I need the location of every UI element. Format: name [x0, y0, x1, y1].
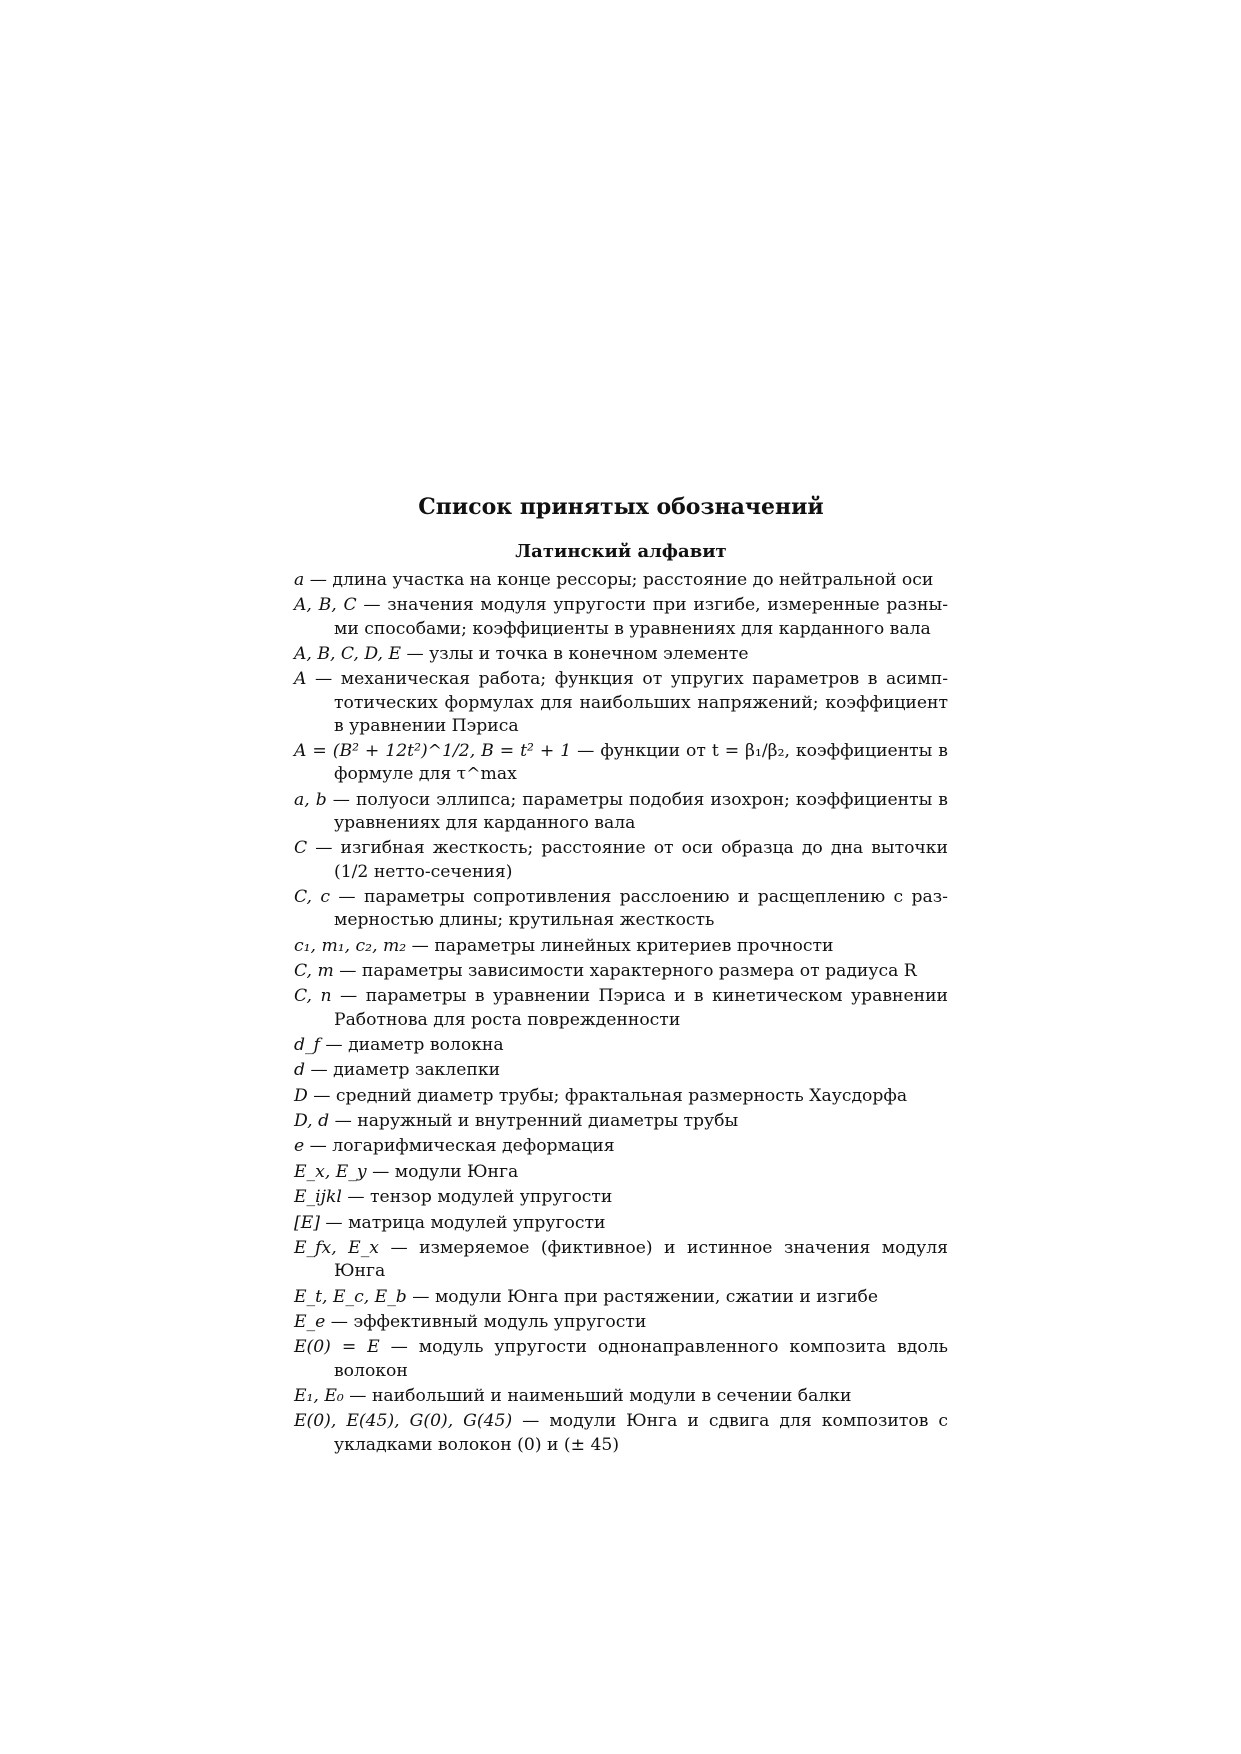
- notation-symbol: E(0), E(45), G(0), G(45): [294, 1411, 513, 1432]
- notation-entry: [294, 740, 948, 786]
- notation-symbol: A, B, C: [294, 595, 357, 616]
- notation-entry: [294, 1336, 948, 1382]
- notation-symbol: E₁, E₀: [294, 1386, 344, 1407]
- notation-definition: параметры линейных критериев прочности: [434, 935, 834, 956]
- document-page: [294, 493, 948, 1459]
- notation-definition: модули Юнга при растяжении, сжатии и изгибе: [434, 1286, 879, 1307]
- notation-entry: [294, 1161, 948, 1184]
- notation-entry: [294, 1085, 948, 1108]
- notation-symbol: [E]: [294, 1212, 320, 1233]
- notation-symbol: E_x, E_y: [294, 1161, 367, 1182]
- dash-separator: —: [330, 886, 364, 907]
- dash-separator: —: [305, 1060, 334, 1081]
- notation-symbol: A = (B² + 12t²)^1/2, B = t² + 1: [294, 741, 572, 762]
- notation-definition: модули Юнга: [394, 1161, 519, 1182]
- dash-separator: —: [325, 1312, 354, 1333]
- notation-definition: модуль упругости однонаправленного композита вдоль волокон: [334, 1337, 948, 1381]
- dash-separator: —: [319, 1212, 349, 1233]
- notation-symbol: d_f: [294, 1034, 320, 1055]
- notation-entry: [294, 960, 948, 983]
- notation-symbol: D: [294, 1085, 308, 1106]
- notation-symbol: a, b: [294, 789, 327, 810]
- notation-entry: [294, 1410, 948, 1456]
- dash-separator: —: [307, 1085, 336, 1106]
- notation-symbol: A: [294, 669, 307, 690]
- dash-separator: —: [406, 935, 435, 956]
- notation-definition: измеряемое (фиктивное) и истинное значения модуля Юнга: [334, 1238, 948, 1282]
- dash-separator: —: [341, 1187, 371, 1208]
- notation-symbol: A, B, C, D, E: [294, 643, 402, 664]
- dash-separator: —: [319, 1034, 349, 1055]
- notation-definition: узлы и точка в конечном элементе: [429, 643, 749, 664]
- notation-symbol: E_ijkl: [294, 1187, 342, 1208]
- notation-symbol: a: [294, 570, 305, 590]
- notation-definition: диаметр заклепки: [333, 1060, 501, 1081]
- notation-entry: [294, 1186, 948, 1209]
- dash-separator: —: [304, 1136, 333, 1157]
- notation-entry: [294, 668, 948, 738]
- dash-separator: —: [378, 1238, 420, 1259]
- notation-definition: матрица модулей упругости: [348, 1212, 606, 1233]
- notation-entry: [294, 985, 948, 1031]
- dash-separator: —: [356, 595, 388, 616]
- notation-symbol: C, c: [294, 886, 331, 907]
- dash-separator: —: [401, 643, 430, 664]
- notation-symbol: C, m: [294, 960, 334, 981]
- notation-definition: параметры зависимости характерного размера от радиуса R: [361, 960, 917, 981]
- dash-separator: —: [306, 669, 341, 690]
- notation-symbol: c₁, m₁, c₂, m₂: [294, 935, 407, 956]
- notation-entry: [294, 1237, 948, 1283]
- notation-definition: наружный и внутренний диаметры трубы: [357, 1111, 739, 1132]
- notation-entry: [294, 643, 948, 666]
- notation-entry: [294, 1286, 948, 1309]
- notation-list: [294, 569, 948, 1457]
- dash-separator: —: [343, 1386, 372, 1407]
- notation-definition: модули Юнга и сдвига для композитов с укладками волокон (0) и (± 45): [334, 1411, 948, 1455]
- notation-symbol: E_fx, E_x: [294, 1238, 379, 1259]
- notation-definition: длина участка на конце рессоры; расстояние до нейтральной оси: [332, 570, 934, 590]
- notation-symbol: E_t, E_c, E_b: [294, 1286, 407, 1307]
- notation-symbol: C, n: [294, 986, 332, 1007]
- dash-separator: —: [329, 1111, 358, 1132]
- notation-definition: функции от t = β₁/β₂, коэффициенты в формуле для τ^max: [334, 741, 948, 785]
- dash-separator: —: [326, 789, 356, 810]
- dash-separator: —: [571, 741, 601, 762]
- notation-entry: [294, 594, 948, 640]
- notation-symbol: E(0) = E: [294, 1337, 380, 1358]
- notation-symbol: e: [294, 1136, 305, 1157]
- notation-definition: механическая работа; функция от упругих параметров в асимптотических формулах для наибольших напряжений; коэффициент в уравнении Пэриса: [334, 669, 948, 736]
- notation-definition: средний диаметр трубы; фрактальная размерность Хаусдорфа: [335, 1085, 908, 1106]
- notation-entry: [294, 1135, 948, 1158]
- dash-separator: —: [366, 1161, 395, 1182]
- notation-definition: изгибная жесткость; расстояние от оси образца до дна выточки (1/2 нетто-сечения): [334, 838, 948, 882]
- dash-separator: —: [307, 838, 341, 859]
- notation-entry: [294, 935, 948, 958]
- notation-definition: эффективный модуль упругости: [353, 1312, 647, 1333]
- notation-entry: [294, 886, 948, 932]
- notation-entry: [294, 1034, 948, 1057]
- dash-separator: —: [333, 960, 362, 981]
- notation-symbol: C: [294, 838, 308, 859]
- dash-separator: —: [406, 1286, 435, 1307]
- notation-entry: [294, 1110, 948, 1133]
- notation-definition: наибольший и наименьший модули в сечении балки: [371, 1386, 852, 1407]
- dash-separator: —: [331, 986, 366, 1007]
- notation-symbol: d: [294, 1060, 306, 1081]
- notation-definition: значения модуля упругости при изгибе, измеренные разными способами; коэффициенты в уравнениях для карданного вала: [334, 595, 948, 639]
- notation-definition: диаметр волокна: [348, 1034, 504, 1055]
- notation-definition: параметры в уравнении Пэриса и в кинетическом уравнении Работнова для роста поврежденности: [334, 986, 948, 1030]
- section-subtitle: Латинский алфавит: [515, 541, 727, 562]
- notation-entry: [294, 1311, 948, 1334]
- notation-entry: [294, 569, 948, 592]
- notation-definition: логарифмическая деформация: [332, 1136, 615, 1157]
- page-title: Список принятых обозначений: [418, 494, 824, 520]
- notation-entry: [294, 1212, 948, 1235]
- dash-separator: —: [512, 1411, 550, 1432]
- dash-separator: —: [304, 570, 333, 590]
- notation-definition: полуоси эллипса; параметры подобия изохрон; коэффициенты в уравнениях для карданного вала: [334, 789, 948, 833]
- notation-entry: [294, 837, 948, 883]
- notation-entry: [294, 1385, 948, 1408]
- notation-definition: тензор модулей упругости: [370, 1187, 613, 1208]
- notation-entry: [294, 1059, 948, 1082]
- dash-separator: —: [379, 1337, 419, 1358]
- notation-symbol: D, d: [294, 1111, 330, 1132]
- notation-definition: параметры сопротивления расслоению и расщеплению с размерностью длины; крутильная жесткость: [334, 886, 948, 931]
- notation-symbol: E_e: [294, 1312, 326, 1333]
- notation-entry: [294, 789, 948, 835]
